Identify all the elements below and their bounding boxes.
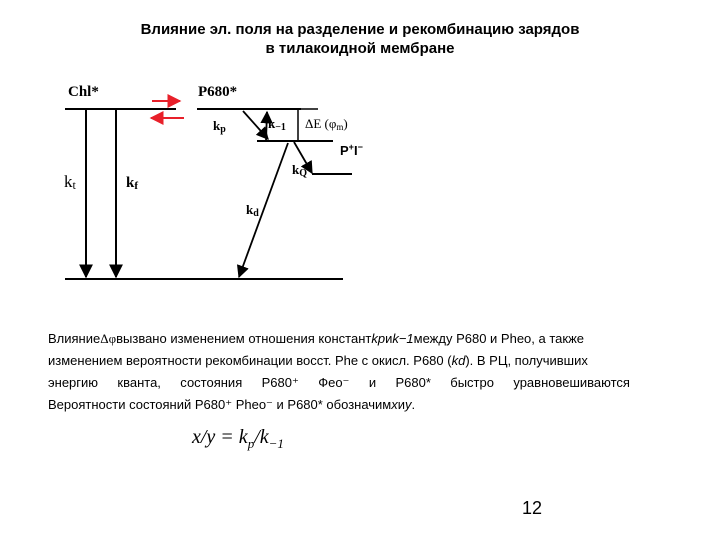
text-fragment: и: [397, 397, 406, 412]
delta-phi-symbol: Δφ: [100, 331, 117, 346]
word: энергию: [48, 375, 99, 390]
word: кванта,: [117, 375, 161, 390]
kt-label: kt: [64, 172, 76, 192]
p680-label: P680*: [198, 84, 238, 100]
paragraph-line-3: [48, 372, 630, 394]
kp-symbol: kp: [371, 331, 386, 346]
word: P680⁺: [261, 375, 299, 390]
text-fragment: .: [411, 397, 416, 412]
text-fragment: и: [385, 331, 393, 346]
formula-lhs: x/y = k: [192, 426, 248, 448]
k-minus1-symbol: k−1: [392, 331, 414, 346]
kq-label: kQ: [292, 162, 308, 179]
word: уравновешиваются: [513, 375, 630, 390]
delta-e-label: ΔE (φm): [305, 116, 348, 132]
text-fragment: вызвано изменением отношения констант: [116, 331, 372, 346]
kp-label: kp: [213, 118, 226, 135]
chl-label: Chl*: [68, 84, 99, 100]
paragraph-line-1: [48, 328, 630, 350]
pi-label: P+I−: [340, 142, 363, 158]
paragraph-line-2: [48, 350, 630, 372]
x-symbol: x: [391, 397, 398, 412]
word: состояния: [180, 375, 243, 390]
formula-sub-p: p: [247, 436, 255, 451]
title-line-1: Влияние эл. поля на разделение и рекомбинацию зарядов: [140, 21, 580, 38]
word: быстро: [450, 375, 494, 390]
word: P680*: [395, 375, 431, 390]
title-line-2: в тилакоидной мембране: [265, 40, 455, 57]
k-minus1-arrow: [266, 112, 267, 141]
formula-mid: /k: [254, 426, 269, 448]
page-number: 12: [522, 498, 543, 518]
paragraph-line-4: [48, 394, 630, 416]
explanation-paragraph: [48, 328, 630, 416]
text-fragment: Вероятности состояний P680⁺ Pheo⁻ и P680* обозначим: [48, 397, 392, 412]
kd-symbol: kd: [451, 353, 466, 368]
ratio-formula: [192, 426, 284, 452]
formula-sub-minus1: −1: [268, 436, 284, 451]
text-fragment: между P680 и Pheo, а также: [413, 331, 584, 346]
y-symbol: y: [405, 397, 412, 412]
k-minus1-label: k−1: [268, 116, 286, 133]
text-fragment: Влияние: [48, 331, 101, 346]
kd-label: kd: [246, 202, 259, 219]
kp-arrow: [243, 111, 268, 139]
text-fragment: ). В РЦ, получивших: [465, 353, 588, 368]
word: и: [368, 375, 377, 390]
text-fragment: изменением вероятности рекомбинации восст. Phe с окисл. P680 (: [48, 353, 452, 368]
kf-label: kf: [126, 175, 139, 192]
word: Фео⁻: [318, 375, 350, 390]
